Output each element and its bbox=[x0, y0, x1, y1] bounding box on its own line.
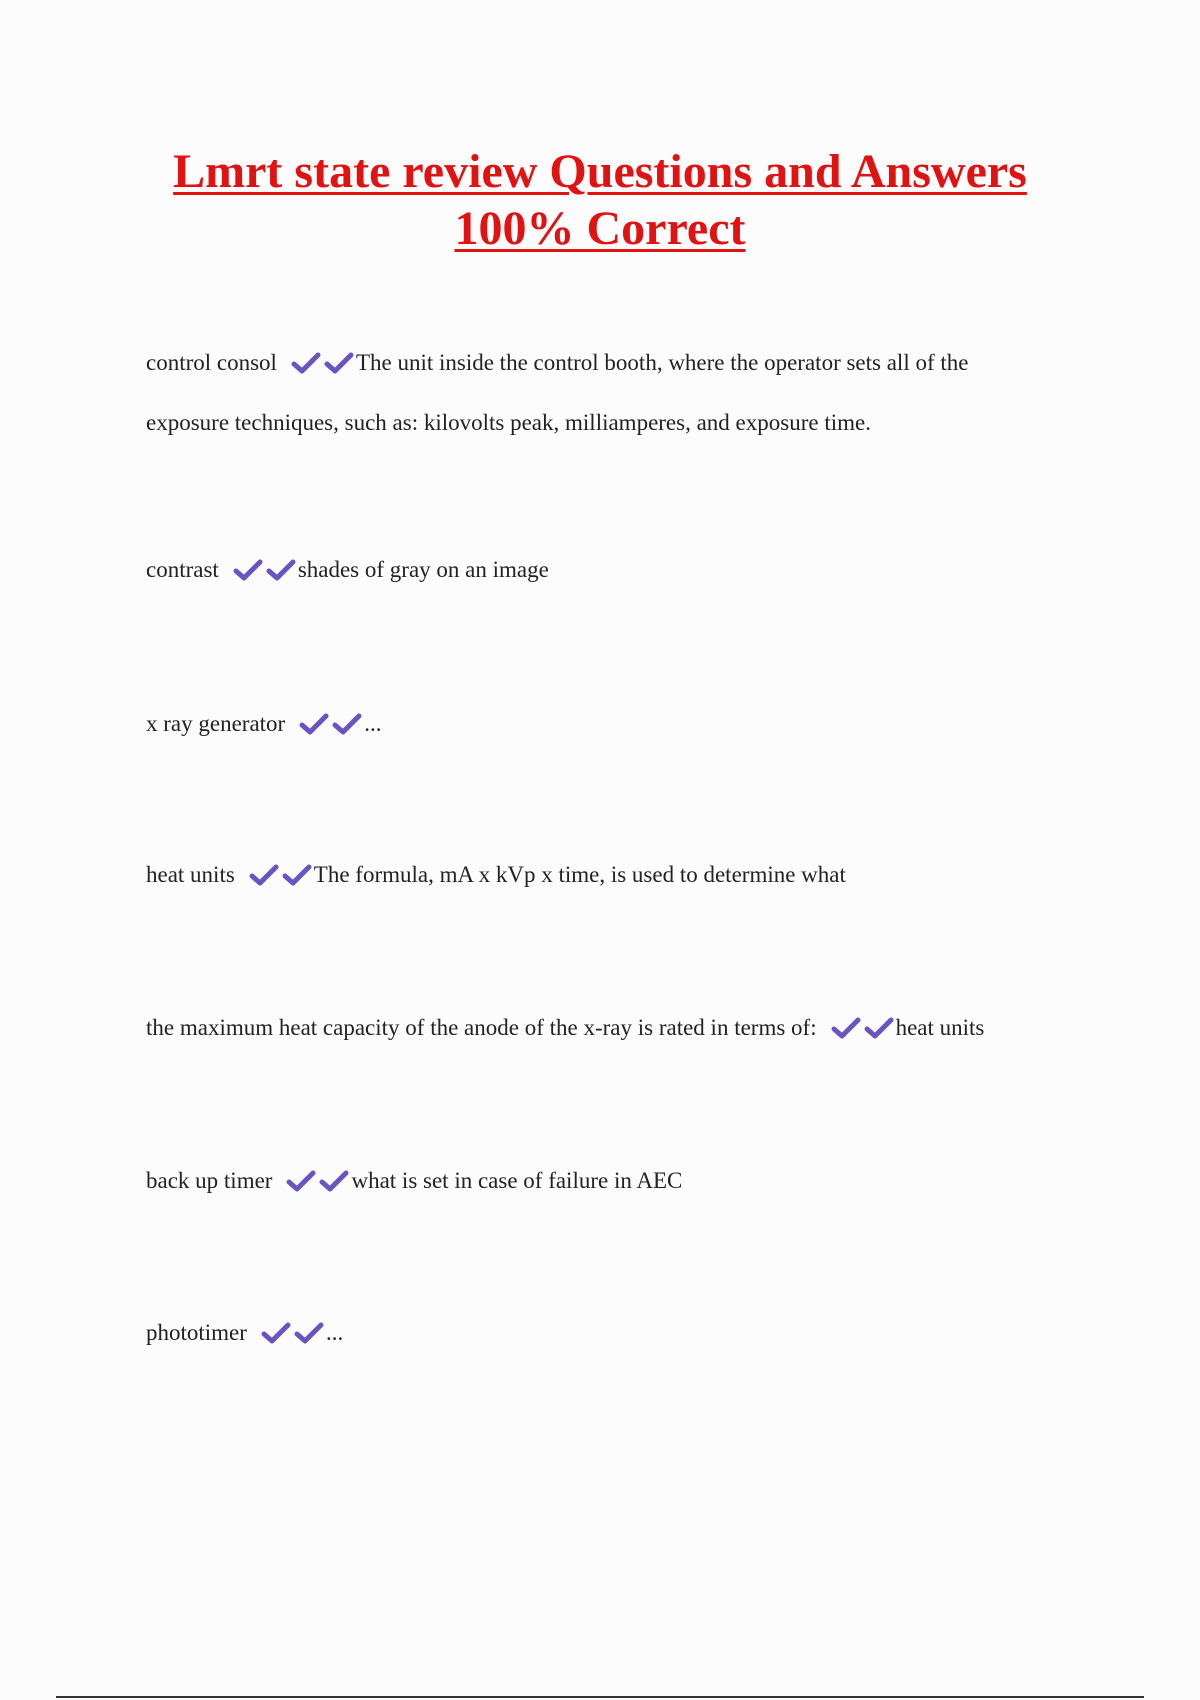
double-check-icon bbox=[291, 351, 354, 375]
answer-continuation: exposure techniques, such as: kilovolts peak, milliamperes, and exposure time. bbox=[146, 410, 871, 435]
double-check-icon bbox=[831, 1016, 894, 1040]
question-term: heat units bbox=[146, 862, 235, 887]
question-term: x ray generator bbox=[146, 711, 286, 736]
answer-text: ... bbox=[325, 1320, 344, 1345]
answer-text: The unit inside the control booth, where the operator sets all of the bbox=[355, 350, 969, 375]
double-check-icon bbox=[261, 1321, 324, 1345]
title-line-1: Lmrt state review Questions and Answers bbox=[173, 145, 1027, 198]
qa-line bbox=[146, 333, 1046, 393]
qa-item-phototimer bbox=[146, 1303, 1046, 1363]
qa-item-heat-units bbox=[146, 845, 1046, 905]
question-term: back up timer bbox=[146, 1168, 273, 1193]
question-term: phototimer bbox=[146, 1320, 247, 1345]
qa-item-control-consol bbox=[146, 333, 1046, 453]
question-term: contrast bbox=[146, 557, 219, 582]
double-check-icon bbox=[249, 863, 312, 887]
qa-item-back-up-timer bbox=[146, 1151, 1046, 1211]
double-check-icon bbox=[299, 712, 362, 736]
answer-text: what is set in case of failure in AEC bbox=[351, 1168, 683, 1193]
qa-item-contrast bbox=[146, 540, 1046, 600]
answer-text: shades of gray on an image bbox=[297, 557, 549, 582]
question-term: control consol bbox=[146, 350, 277, 375]
question-term: the maximum heat capacity of the anode of the x-ray is rated in terms of: bbox=[146, 1015, 817, 1040]
answer-text: The formula, mA x kVp x time, is used to determine what bbox=[313, 862, 846, 887]
answer-text: ... bbox=[364, 711, 382, 736]
title-line-2: 100% Correct bbox=[454, 202, 746, 255]
double-check-icon bbox=[233, 558, 296, 582]
qa-item-max-heat-capacity bbox=[146, 998, 1046, 1058]
double-check-icon bbox=[286, 1169, 349, 1193]
page-footer-rule bbox=[56, 1696, 1144, 1698]
answer-text: heat units bbox=[895, 1015, 985, 1040]
qa-item-x-ray-generator bbox=[146, 694, 1046, 754]
document-title bbox=[0, 143, 1200, 257]
